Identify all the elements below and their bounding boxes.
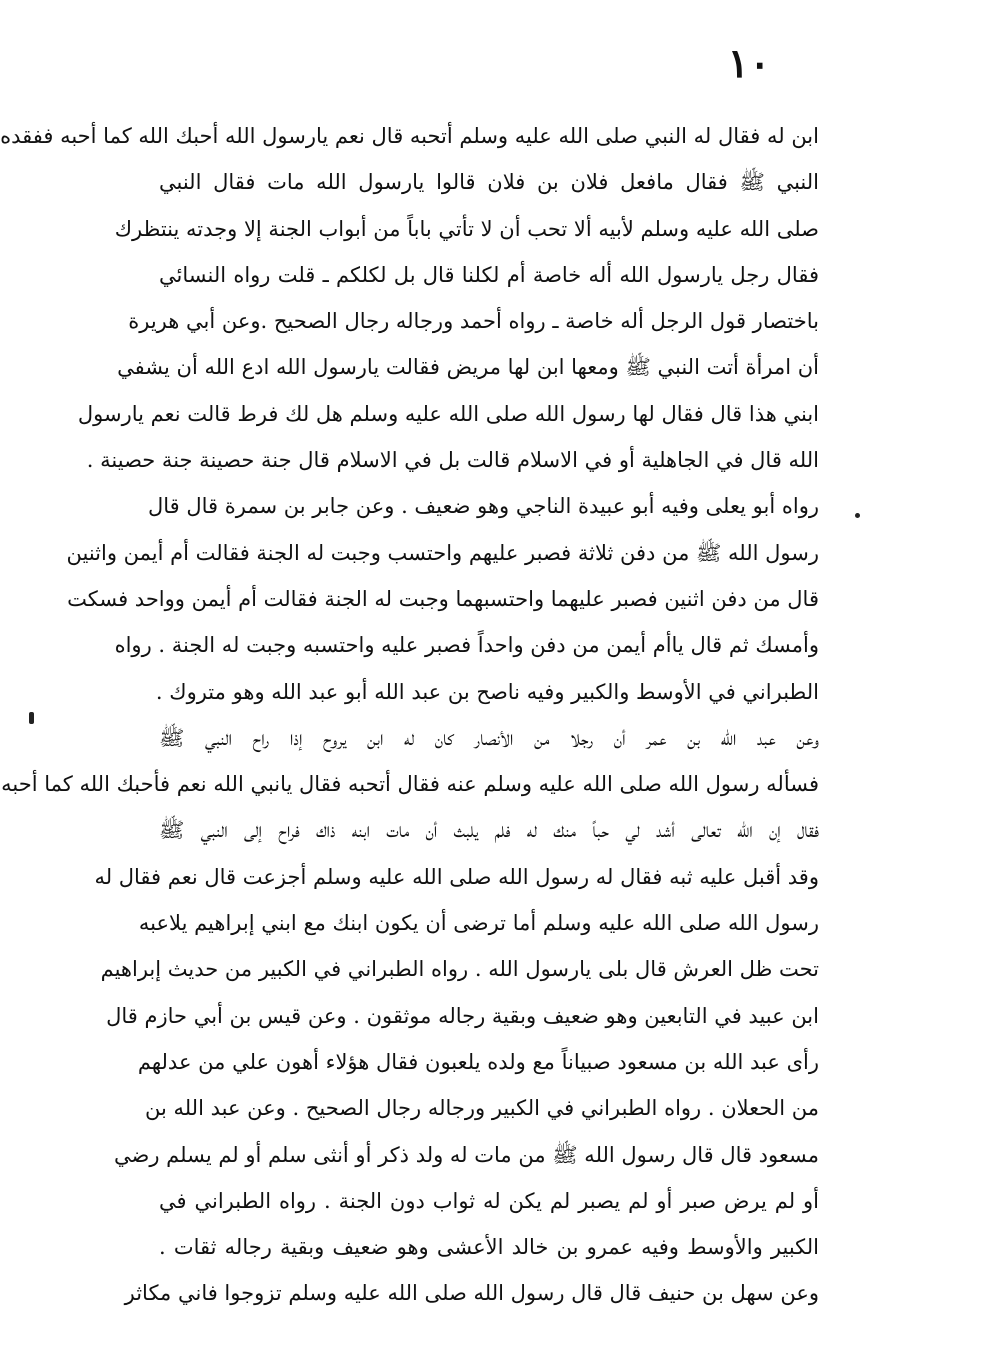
text-line: رسول الله ﷺ من دفن ثلاثة فصبر عليهم واحتسب وجبت له الجنة فقالت أم أيمن واثنين [66, 540, 819, 565]
text-line: أن امرأة أتت النبي ﷺ ومعها ابن لها مريض فقالت يارسول الله ادع الله أن يشفي [117, 355, 819, 380]
text-line: فقال رجل يارسول الله أله خاصة أم لكلنا قال بل لكلكم ـ قلت رواه النسائي [159, 262, 819, 287]
text-line: رأى عبد الله بن مسعود صبياناً مع ولده يلعبون فقال هؤلاء أهون علي من عدلهم [137, 1049, 819, 1074]
text-line: فقال إن الله تعالى أشد لي حباً منك له فلم يلبث أن مات ابنه ذاك فراح إلى النبي ﷺ [159, 818, 819, 843]
text-line: الكبير والأوسط وفيه عمرو بن خالد الأعشى وهو ضعيف وبقية رجاله ثقات . [159, 1235, 819, 1260]
text-line: صلى الله عليه وسلم لأبيه ألا تحب أن لا تأتي باباً من أبواب الجنة إلا وجدته ينتظرك [114, 216, 819, 241]
text-line: وعن عبد الله بن عمر أن رجلا من الأنصار كان له ابن يروح إذا راح النبي ﷺ [159, 725, 819, 750]
text-line: وأمسك ثم قال ياأم أيمن من دفن واحداً فصبر عليه واحتسبه وجبت له الجنة . رواه [114, 633, 819, 658]
scan-speck [29, 712, 34, 724]
text-line: وعن سهل بن حنيف قال قال رسول الله صلى الله عليه وسلم تزوجوا فاني مكاثر [124, 1281, 819, 1306]
text-line: باختصار قول الرجل أله خاصة ـ رواه أحمد ورجاله رجال الصحيح .وعن أبي هريرة [128, 309, 819, 334]
text-line: الله قال في الجاهلية أو في الاسلام قالت بل في الاسلام قال جنة حصينة جنة حصينة . [86, 448, 819, 473]
text-line: الطبراني في الأوسط والكبير وفيه ناصح بن عبد الله أبو عبد الله وهو متروك . [155, 679, 819, 704]
text-line: ابني هذا قال فقال لها رسول الله صلى الله عليه وسلم هل لك فرط قالت نعم يارسول [77, 401, 819, 426]
text-line: فسأله رسول الله صلى الله عليه وسلم عنه فقال أتحبه فقال يانبي الله نعم فأحبك الله كما أحبه [1, 772, 819, 797]
text-line: رسول الله صلى الله عليه وسلم أما ترضى أن يكون ابنك مع ابني إبراهيم يلاعبه [138, 911, 819, 936]
page-number: ١٠ [727, 40, 771, 87]
text-line: رواه أبو يعلى وفيه أبو عبيدة الناجي وهو ضعيف . وعن جابر بن سمرة قال قال [148, 494, 819, 519]
scan-speck [855, 513, 860, 518]
page-body-text [0, 113, 819, 1317]
text-line: النبي ﷺ فقال مافعل فلان بن فلان قالوا يارسول الله مات فقال النبي [159, 170, 819, 195]
text-line: مسعود قال قال رسول الله ﷺ من مات له ولد ذكر أو أنثى سلم أو لم يسلم رضي [114, 1142, 819, 1167]
text-line: أو لم يرض صبر أو لم يصبر لم يكن له ثواب دون الجنة . رواه الطبراني في [159, 1188, 819, 1213]
text-line: من الحعلان . رواه الطبراني في الكبير ورجاله رجال الصحيح . وعن عبد الله بن [144, 1096, 819, 1121]
text-line: ابن عبيد في التابعين وهو ضعيف وبقية رجاله موثقون . وعن قيس بن أبي حازم قال [106, 1003, 819, 1028]
text-line: ابن له فقال له النبي صلى الله عليه وسلم أتحبه قال نعم يارسول الله أحبك الله كما أحبه ففقده [0, 124, 819, 148]
text-line: قال من دفن اثنين فصبر عليهما واحتسبهما وجبت له الجنة فقالت أم أيمن وواحد فسكت [67, 586, 819, 611]
text-line: تحت ظل العرش قال بلى يارسول الله . رواه الطبراني في الكبير من حديث إبراهيم [100, 957, 819, 982]
text-line: وقد أقبل عليه ثبه فقال له رسول الله صلى الله عليه وسلم أجزعت قال نعم فقال له [94, 864, 819, 889]
